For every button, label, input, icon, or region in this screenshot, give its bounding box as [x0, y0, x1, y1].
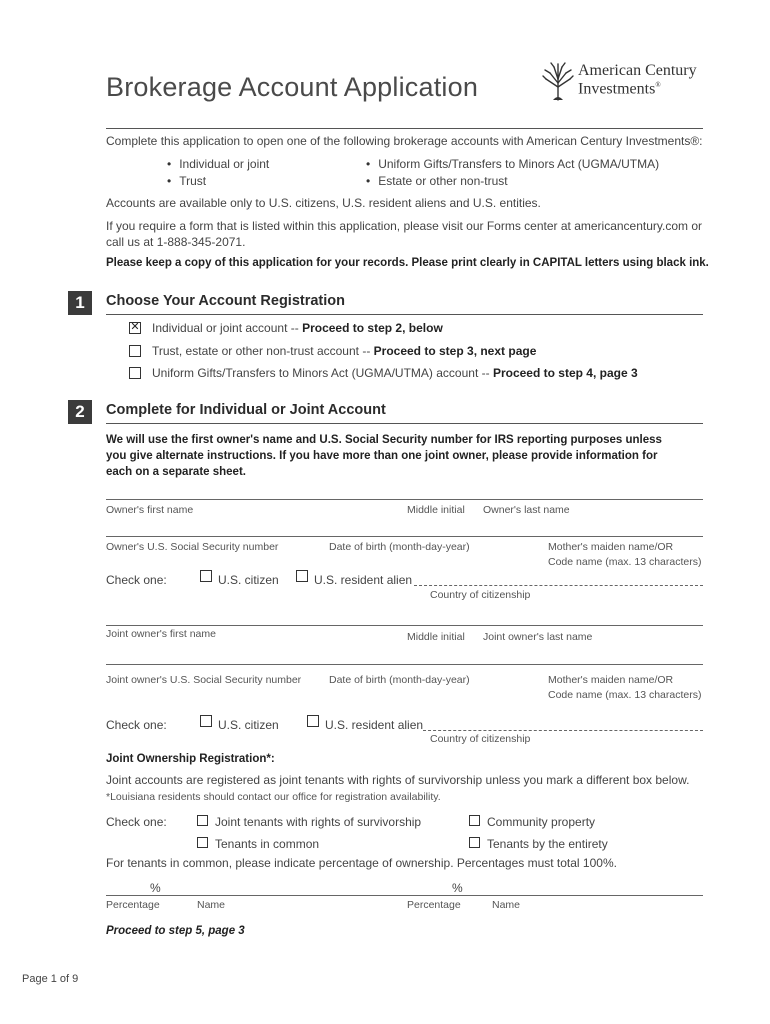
bullet-ugma: • Uniform Gifts/Transfers to Minors Act (UGMA/UTMA) [366, 157, 659, 171]
joint-country-label: Country of citizenship [430, 733, 531, 745]
step-2-rule [106, 423, 703, 424]
proceed-step-5: Proceed to step 5, page 3 [106, 925, 245, 937]
percent-sign-1: % [150, 881, 161, 895]
owner-us-citizen-checkbox[interactable] [200, 570, 212, 582]
ugma-utma-checkbox[interactable] [129, 367, 141, 379]
owner-maiden-label-2: Code name (max. 13 characters) [548, 556, 702, 568]
owner-resident-alien-label: U.S. resident alien [314, 573, 413, 587]
joint-registration-text: Joint accounts are registered as joint tenants with rights of survivorship unless you mark a different box below. [106, 773, 690, 787]
bullet-trust: • Trust [167, 174, 206, 188]
owner-middle-initial-label: Middle initial [407, 504, 465, 516]
step-2-title: Complete for Individual or Joint Account [106, 402, 386, 418]
owner-check-one-label: Check one: [106, 573, 167, 587]
intro-lead: Complete this application to open one of the following brokerage accounts with American Century Investments®: [106, 134, 703, 148]
step-1-rule [106, 314, 703, 315]
community-property-label: Community property [487, 815, 596, 829]
availability-note: Accounts are available only to U.S. citizens, U.S. resident aliens and U.S. entities. [106, 196, 541, 210]
joint-middle-initial-label: Middle initial [407, 631, 465, 643]
owner-country-field[interactable] [414, 585, 703, 586]
joint-ssn-label: Joint owner's U.S. Social Security number [106, 674, 302, 686]
step-1-title: Choose Your Account Registration [106, 293, 346, 309]
owner-last-name-label: Owner's last name [483, 504, 570, 516]
logo-registered-mark: ® [655, 81, 661, 89]
joint-ssn-dob-field[interactable] [106, 664, 703, 665]
joint-first-name-label: Joint owner's first name [106, 628, 216, 640]
joint-name-field[interactable] [106, 625, 703, 626]
joint-resident-alien-label: U.S. resident alien [325, 718, 424, 732]
page-number: Page 1 of 9 [22, 973, 79, 985]
step-1-number: 1 [68, 291, 92, 315]
step-2-instructions-2: you give alternate instructions. If you have more than one joint owner, please provide information for [106, 450, 658, 462]
survivorship-checkbox[interactable] [197, 815, 208, 826]
joint-resident-alien-checkbox[interactable] [307, 715, 319, 727]
page-title: Brokerage Account Application [106, 72, 479, 102]
owner-us-citizen-label: U.S. citizen [218, 573, 279, 587]
step-2-number: 2 [68, 400, 92, 424]
name-label-2: Name [492, 899, 521, 911]
logo-line-2: Investments [578, 80, 656, 98]
joint-us-citizen-label: U.S. citizen [218, 718, 279, 732]
option-trust-estate: Trust, estate or other non-trust account -- Proceed to step 3, next page [152, 344, 537, 358]
tenants-common-checkbox[interactable] [197, 837, 208, 848]
option-individual-joint: Individual or joint account -- Proceed to step 2, below [152, 321, 443, 335]
percentage-name-field[interactable] [106, 895, 703, 896]
owner-ssn-dob-field[interactable] [106, 536, 703, 537]
joint-registration-heading: Joint Ownership Registration*: [106, 753, 275, 765]
tenants-entirety-label: Tenants by the entirety [487, 837, 608, 851]
forms-note-line2: call us at 1-888-345-2071. [106, 235, 246, 249]
bullet-individual: • Individual or joint [167, 157, 269, 171]
percentage-label-2: Percentage [407, 899, 461, 911]
community-property-checkbox[interactable] [469, 815, 480, 826]
logo-wordmark [578, 63, 697, 96]
bullet-estate: • Estate or other non-trust [366, 174, 508, 188]
joint-country-field[interactable] [423, 730, 703, 731]
joint-last-name-label: Joint owner's last name [483, 631, 593, 643]
forms-note-line1: If you require a form that is listed within this application, please visit our Forms center at americancentury.com or [106, 219, 703, 233]
owner-first-name-label: Owner's first name [106, 504, 194, 516]
joint-check-one-label: Check one: [106, 718, 167, 732]
step-2-instructions-1: We will use the first owner's name and U.S. Social Security number for IRS reporting purposes unless [106, 434, 662, 446]
logo-line-1: American Century [578, 62, 697, 79]
step-2-instructions-3: each on a separate sheet. [106, 466, 246, 478]
percent-sign-2: % [452, 881, 463, 895]
louisiana-note: *Louisiana residents should contact our office for registration availability. [106, 791, 441, 803]
joint-us-citizen-checkbox[interactable] [200, 715, 212, 727]
individual-joint-checkbox[interactable]: ✕ [130, 321, 140, 333]
owner-name-field[interactable] [106, 499, 703, 500]
name-label-1: Name [197, 899, 226, 911]
survivorship-label: Joint tenants with rights of survivorship [215, 815, 422, 829]
registration-check-one-label: Check one: [106, 815, 167, 829]
joint-maiden-label-1: Mother's maiden name/OR [548, 674, 674, 686]
owner-country-label: Country of citizenship [430, 589, 531, 601]
header-rule [106, 128, 703, 129]
owner-resident-alien-checkbox[interactable] [296, 570, 308, 582]
tree-logo-icon [541, 61, 575, 101]
joint-dob-label: Date of birth (month-day-year) [329, 674, 470, 686]
owner-dob-label: Date of birth (month-day-year) [329, 541, 470, 553]
option-ugma-utma: Uniform Gifts/Transfers to Minors Act (UGMA/UTMA) account -- Proceed to step 4, page 3 [152, 366, 638, 380]
tenants-common-label: Tenants in common [215, 837, 320, 851]
joint-maiden-label-2: Code name (max. 13 characters) [548, 689, 702, 701]
tenants-entirety-checkbox[interactable] [469, 837, 480, 848]
tenants-common-note: For tenants in common, please indicate percentage of ownership. Percentages must total 100%. [106, 856, 617, 870]
owner-ssn-label: Owner's U.S. Social Security number [106, 541, 279, 553]
trust-estate-checkbox[interactable] [129, 345, 141, 357]
owner-maiden-label-1: Mother's maiden name/OR [548, 541, 674, 553]
percentage-label-1: Percentage [106, 899, 160, 911]
keep-copy-note: Please keep a copy of this application for your records. Please print clearly in CAPITAL letters using black ink. [106, 257, 709, 269]
